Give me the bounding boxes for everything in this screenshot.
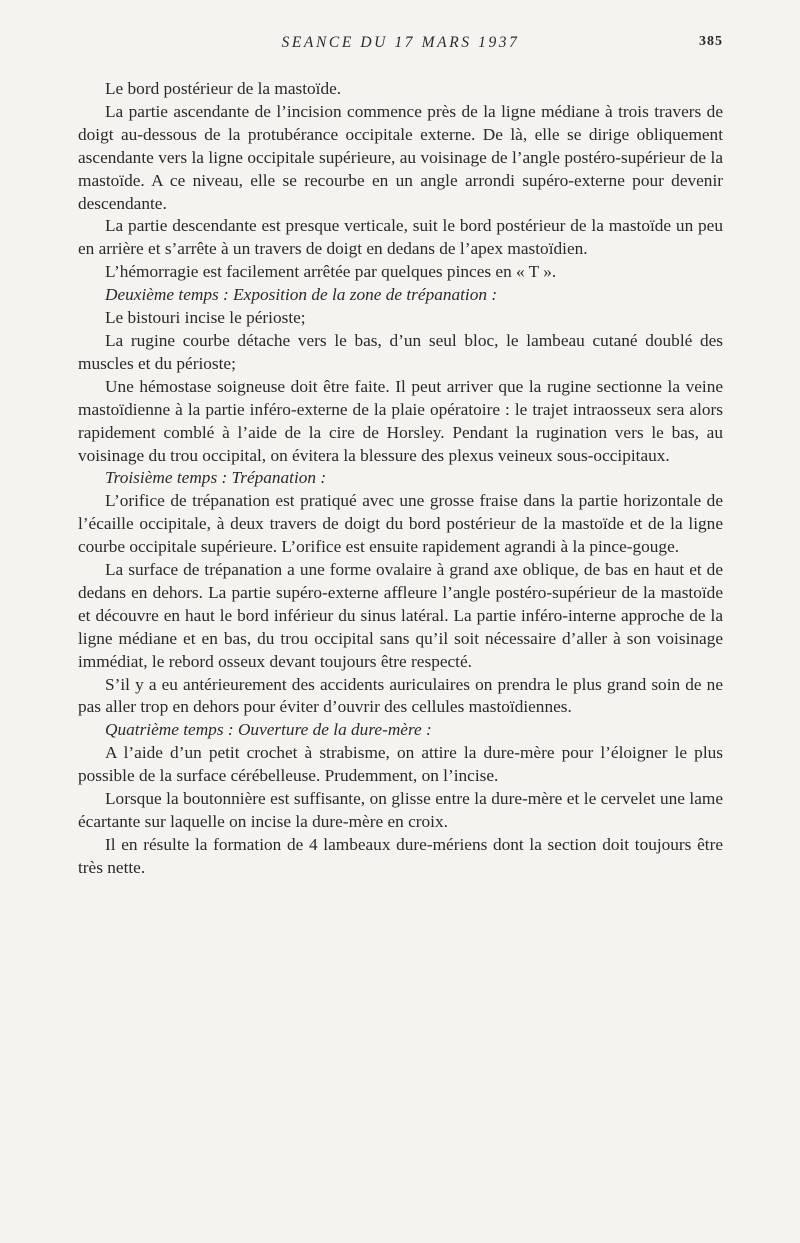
section-heading: Quatrième temps : Ouverture de la dure-mère : (105, 720, 432, 740)
section-heading: Troisième temps : Trépanation : (105, 468, 327, 488)
paragraph: Le bord postérieur de la mastoïde. (105, 79, 342, 98)
paragraph: L’orifice de trépanation est pratiqué avec une grosse fraise dans la partie horizontale de l’écaille occipitale, à deux travers de doigt du bord postérieur de la mastoïde et de la ligne courbe occipitale supérieure. L’orifice est ensuite rapidement agrandi à la pince-gouge. (78, 491, 723, 557)
paragraph: Lorsque la boutonnière est suffisante, on glisse entre la dure-mère et le cervelet une lame écartante sur laquelle on incise la dure-mère en croix. (78, 789, 723, 831)
page-number: 385 (699, 34, 723, 49)
paragraph: Une hémostase soigneuse doit être faite. Il peut arriver que la rugine sectionne la veine mastoïdienne à la partie inféro-externe de la plaie opératoire : le trajet intraosseux sera alors rapidement comblé à l’aide de la cire de Horsley. Pendant la rugination vers le bas, au voisinage du trou occipital, on évitera la blessure des plexus veineux sous-occipitaux. (78, 376, 723, 465)
paragraph: La surface de trépanation a une forme ovalaire à grand axe oblique, de bas en haut et de dedans en dehors. La partie supéro-externe affleure l’angle postéro-supérieur de la mastoïde et découvre en haut le bord inférieur du sinus latéral. La partie inféro-interne approche de la ligne médiane et en bas, du trou occipital sans qu’il soit nécessaire d’aller à son voisinage immédiat, le rebord osseux devant toujours être respecté. (78, 560, 723, 671)
running-head: SEANCE DU 17 MARS 1937 (281, 34, 520, 51)
section-heading: Deuxième temps : Exposition de la zone de trépanation : (105, 285, 498, 305)
paragraph: La partie descendante est presque verticale, suit le bord postérieur de la mastoïde un peu en arrière et s’arrête à un travers de doigt en dedans de l’apex mastoïdien. (78, 216, 723, 259)
paragraph: A l’aide d’un petit crochet à strabisme, on attire la dure-mère pour l’éloigner le plus possible de la surface cérébelleuse. Prudemment, on l’incise. (78, 743, 723, 786)
paragraph: La partie ascendante de l’incision commence près de la ligne médiane à trois travers de doigt au-dessous de la protubérance occipitale externe. De là, elle se dirige obliquement ascendante vers la ligne occipitale supérieure, au voisinage de l’angle postéro-supérieur de la mastoïde. A ce niveau, elle se recourbe en un angle arrondi supéro-externe pour devenir descendante. (78, 101, 723, 213)
paragraph: Le bistouri incise le périoste; (105, 308, 306, 328)
paragraph: S’il y a eu antérieurement des accidents auriculaires on prendra le plus grand soin de ne pas aller trop en dehors pour éviter d’ouvrir des cellules mastoïdiennes. (78, 674, 723, 717)
paragraph: Il en résulte la formation de 4 lambeaux dure-mériens dont la section doit toujours être très nette. (78, 834, 723, 877)
paragraph: L’hémorragie est facilement arrêtée par quelques pinces en « T ». (105, 262, 557, 282)
page-header (78, 34, 723, 60)
paragraph: La rugine courbe détache vers le bas, d’un seul bloc, le lambeau cutané doublé des muscles et du périoste; (78, 330, 723, 373)
body-text (78, 78, 723, 880)
